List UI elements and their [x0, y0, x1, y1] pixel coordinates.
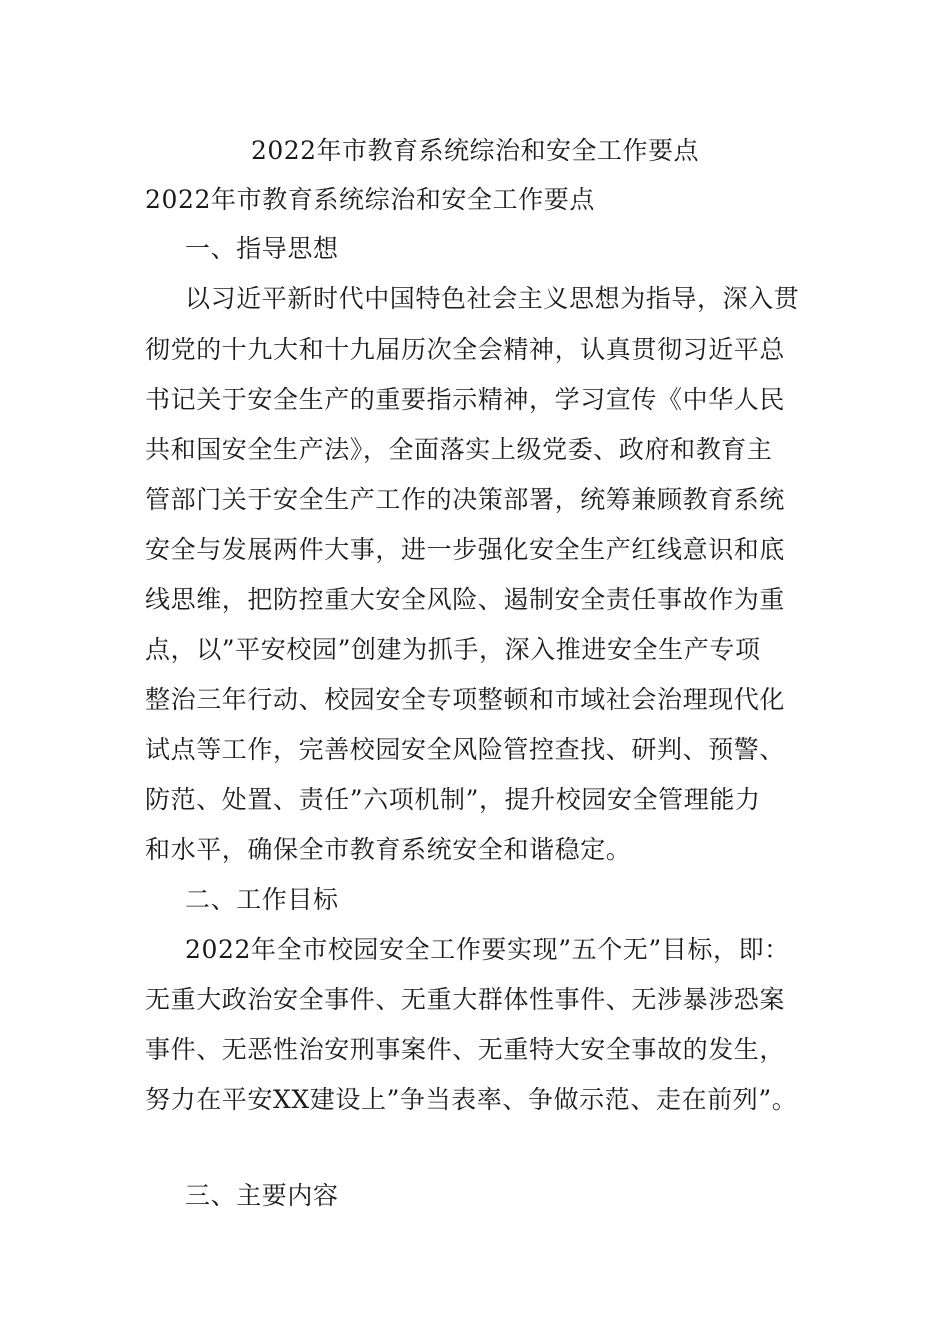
paragraph-line: 试点等工作，完善校园安全风险管控查找、研判、预警、	[145, 735, 786, 764]
paragraph-line: 努力在平安XX建设上”争当表率、争做示范、走在前列”。	[145, 1085, 798, 1114]
section-heading-work-goals: 二、工作目标	[185, 885, 339, 914]
paragraph-line: 以习近平新时代中国特色社会主义思想为指导，深入贯	[185, 284, 800, 313]
paragraph-line: 事件、无恶性治安刑事案件、无重特大安全事故的发生，	[145, 1035, 786, 1064]
paragraph-line: 2022年全市校园安全工作要实现”五个无”目标，即：	[185, 935, 790, 964]
paragraph-line: 线思维，把防控重大安全风险、遏制安全责任事故作为重	[145, 585, 786, 614]
paragraph-line: 无重大政治安全事件、无重大群体性事件、无涉暴涉恐案	[145, 985, 786, 1014]
paragraph-line: 共和国安全生产法》，全面落实上级党委、政府和教育主	[145, 435, 773, 464]
paragraph-line: 整治三年行动、校园安全专项整顿和市域社会治理现代化	[145, 685, 786, 714]
document-title: 2022年市教育系统综治和安全工作要点	[250, 136, 700, 165]
section-heading-guiding-ideology: 一、指导思想	[185, 234, 339, 263]
paragraph-line: 安全与发展两件大事，进一步强化安全生产红线意识和底	[145, 535, 786, 564]
document-subtitle: 2022年市教育系统综治和安全工作要点	[145, 185, 596, 214]
paragraph-line: 防范、处置、责任”六项机制”，提升校园安全管理能力	[145, 785, 761, 814]
paragraph-line: 书记关于安全生产的重要指示精神，学习宣传《中华人民	[145, 385, 786, 414]
paragraph-line: 彻党的十九大和十九届历次全会精神，认真贯彻习近平总	[145, 335, 786, 364]
section-heading-main-content: 三、主要内容	[185, 1181, 339, 1210]
paragraph-line: 和水平，确保全市教育系统安全和谐稳定。	[145, 835, 632, 864]
paragraph-line: 点，以”平安校园”创建为抓手，深入推进安全生产专项	[145, 635, 761, 664]
paragraph-line: 管部门关于安全生产工作的决策部署，统筹兼顾教育系统	[145, 485, 786, 514]
